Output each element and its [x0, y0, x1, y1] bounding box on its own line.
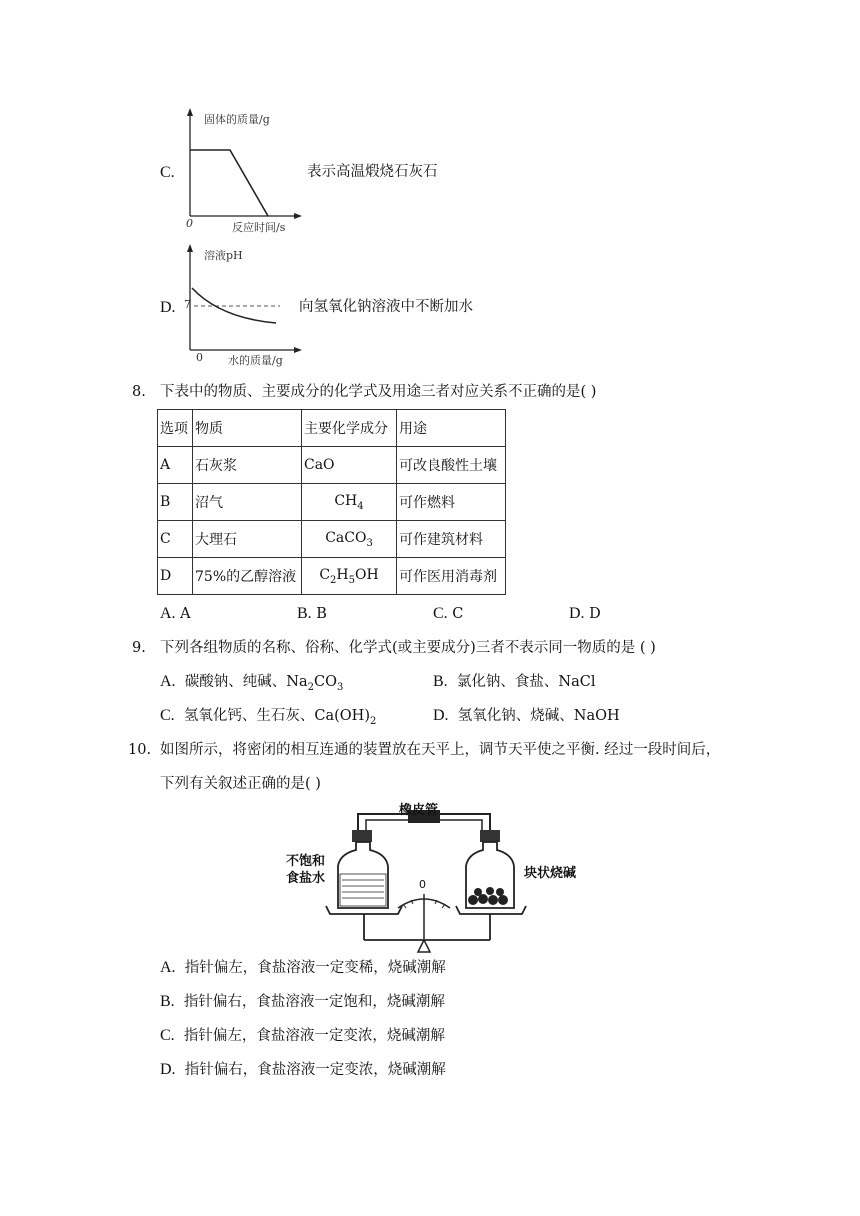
q9-number: 9.	[132, 640, 146, 656]
q9-answer-c: C. 氢氧化钙、生石灰、$Ca(OH)_2$	[160, 707, 377, 727]
graph-d-ref-value: 7	[184, 298, 191, 311]
q8-answer-a: A. A	[160, 605, 191, 622]
q10-answer-d: D. 指针偏右，食盐溶液一定变浓，烧碱潮解	[160, 1061, 446, 1078]
graph-c-x-arrow	[294, 213, 302, 219]
table-cell-formula: $C_2H_5OH$	[302, 558, 397, 595]
graph-d-origin: 0	[196, 351, 203, 364]
formula-sub: 4	[357, 500, 364, 512]
graph-d	[180, 242, 310, 367]
table-cell: 可作建筑材料	[397, 521, 506, 558]
graph-d-x-arrow	[294, 347, 302, 353]
table-cell: 75%的乙醇溶液	[193, 558, 302, 595]
formula-text: CH	[334, 492, 358, 509]
q8-stem: 下表中的物质、主要成分的化学式及用途三者对应关系不正确的是( )	[160, 384, 597, 400]
option-d-text: 向氢氧化钠溶液中不断加水	[299, 299, 473, 315]
q10-number: 10.	[128, 742, 152, 758]
table-row	[158, 447, 506, 484]
q10-answer-a: A. 指针偏左，食盐溶液一定变稀，烧碱潮解	[160, 959, 446, 976]
graph-d-y-arrow	[187, 244, 193, 252]
table-cell: 可作燃料	[397, 484, 506, 521]
q9-answer-d: D. 氢氧化钠、烧碱、NaOH	[433, 707, 620, 724]
q9-answer-a: A. 碳酸钠、纯碱、$Na_2CO_3$	[160, 673, 344, 693]
right-stopper	[480, 830, 500, 842]
table-cell: 沼气	[193, 484, 302, 521]
q10-stem-line1: 如图所示，将密闭的相互连通的装置放在天平上，调节天平使之平衡. 经过一段时间后，	[160, 742, 721, 758]
graph-c-origin: 0	[186, 217, 193, 230]
table-header: 主要化学成分	[302, 410, 397, 447]
left-stopper	[352, 830, 372, 842]
scale-zero-label: 0	[419, 878, 426, 891]
formula-text: CaCO	[325, 529, 367, 546]
q9-answer-b: B. 氯化钠、食盐、NaCl	[433, 673, 596, 690]
graph-d-xlabel: 水的质量/g	[228, 354, 283, 367]
table-cell-formula	[302, 521, 397, 558]
q10-answer-b: B. 指针偏右，食盐溶液一定饱和，烧碱潮解	[160, 993, 445, 1010]
q8-number: 8.	[132, 384, 146, 400]
table-cell: 可作医用消毒剂	[397, 558, 506, 595]
table-cell: 石灰浆	[193, 447, 302, 484]
graph-c-y-arrow	[187, 108, 193, 116]
table-row	[158, 558, 506, 595]
q8-answer-c: C. C	[433, 605, 464, 622]
table-cell: D	[158, 558, 193, 595]
table-header: 选项	[158, 410, 193, 447]
table-cell: CaO	[302, 447, 397, 484]
option-c-label: C.	[160, 164, 175, 181]
graph-d-ylabel: 溶液pH	[204, 249, 243, 262]
q10-answer-c: C. 指针偏左，食盐溶液一定变浓，烧碱潮解	[160, 1027, 445, 1044]
q8-answer-d: D. D	[569, 605, 601, 622]
table-header: 物质	[193, 410, 302, 447]
q10-stem-line2: 下列有关叙述正确的是( )	[160, 776, 321, 792]
table-header-row	[158, 410, 506, 447]
option-c-text: 表示高温煅烧石灰石	[307, 164, 438, 180]
graph-c-xlabel: 反应时间/s	[232, 221, 286, 234]
graph-c-ylabel: 固体的质量/g	[204, 113, 270, 126]
left-solution	[340, 874, 386, 906]
q8-answer-b: B. B	[297, 605, 327, 622]
table-cell-formula	[302, 484, 397, 521]
left-bottle-label: 不饱和 食盐水	[286, 854, 326, 886]
graph-c-curve	[190, 150, 268, 216]
balance-fulcrum	[418, 940, 430, 952]
q9-stem: 下列各组物质的名称、俗称、化学式(或主要成分)三者不表示同一物质的是 ( )	[160, 640, 656, 656]
q8-table	[157, 409, 506, 595]
option-d-label: D.	[160, 299, 176, 316]
table-cell: B	[158, 484, 193, 521]
table-row	[158, 484, 506, 521]
right-bottle-label: 块状烧碱	[524, 866, 577, 881]
tube-label: 橡皮管	[399, 803, 439, 818]
table-cell: 大理石	[193, 521, 302, 558]
table-header: 用途	[397, 410, 506, 447]
table-row	[158, 521, 506, 558]
table-cell: A	[158, 447, 193, 484]
table-cell: C	[158, 521, 193, 558]
formula-sub: 3	[366, 537, 373, 549]
table-cell: 可改良酸性土壤	[397, 447, 506, 484]
